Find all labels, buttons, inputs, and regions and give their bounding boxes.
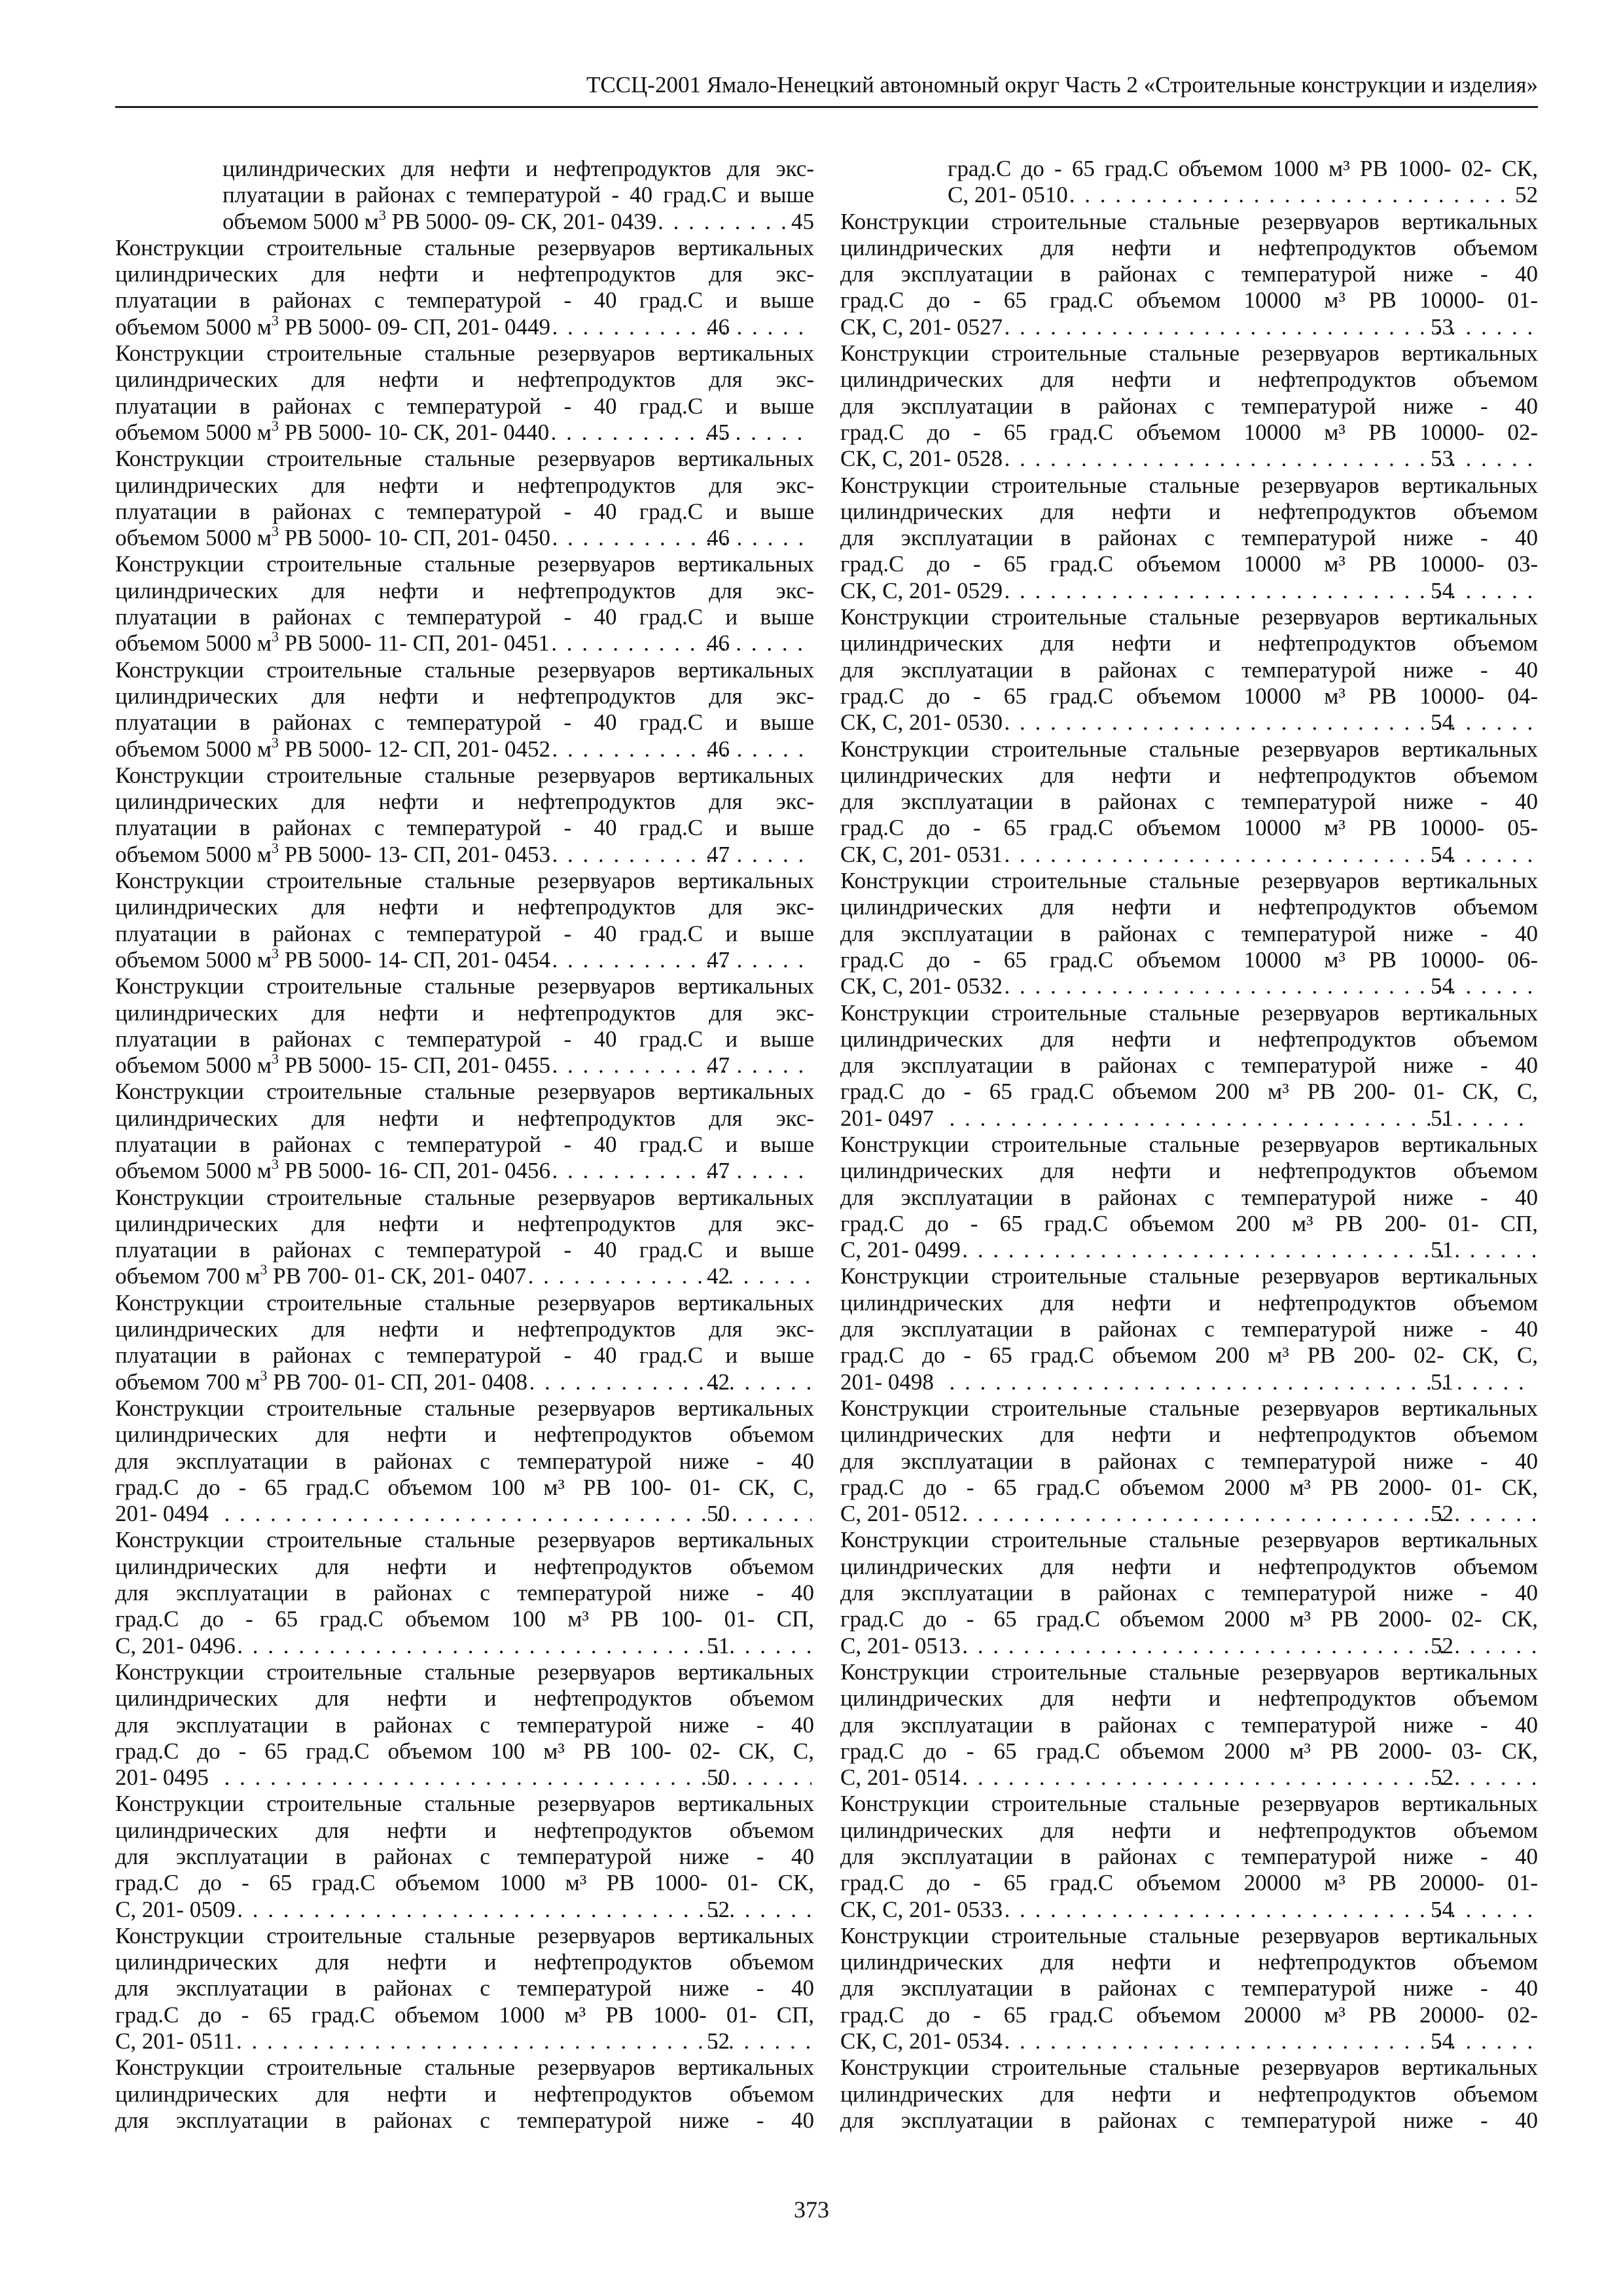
entry-line: Конструкции строительные стальные резервуаров вертикальных — [115, 446, 814, 472]
index-entry — [115, 1527, 814, 1659]
entry-line: для эксплуатации в районах с температурой ниже - 40 — [840, 1052, 1538, 1079]
entry-final-text-part: РВ 5000- 13- СП, 201- 0453 — [278, 841, 551, 867]
dot-leader — [552, 1158, 812, 1184]
entry-final-text-part: объемом 5000 м — [115, 525, 272, 551]
dot-leader — [1069, 182, 1512, 208]
entry-line: плуатации в районах с температурой - 40 град.С и выше — [115, 287, 814, 314]
index-entry — [115, 551, 814, 656]
entry-final-line: СК, С, 201- 0529 . . . 54 — [948, 578, 1538, 604]
entry-line: цилиндрических для нефти и нефтепродуктов для экс- — [115, 1316, 814, 1342]
entry-line: град.С до - 65 град.С объемом 10000 м³ РВ 10000- 02- — [840, 419, 1538, 445]
entry-line: для эксплуатации в районах с температурой ниже - 40 — [840, 1975, 1538, 2001]
entry-line: Конструкции строительные стальные резервуаров вертикальных — [115, 656, 814, 683]
entry-line: цилиндрических для нефти и нефтепродуктов для экс- — [115, 577, 814, 603]
entry-line: Конструкции строительные стальные резервуаров вертикальных — [840, 604, 1538, 630]
superscript-exponent: 3 — [271, 523, 279, 540]
entry-line: для эксплуатации в районах с температурой ниже - 40 — [840, 1844, 1538, 1869]
entry-line: для эксплуатации в районах с температурой ниже - 40 — [840, 1316, 1538, 1342]
entry-final-text-part: РВ 5000- 16- СП, 201- 0456 — [278, 1158, 551, 1184]
entry-line: Конструкции строительные стальные резервуаров вертикальных — [115, 1527, 814, 1553]
entry-final-line — [223, 206, 814, 235]
entry-line: Конструкции строительные стальные резервуаров вертикальных — [840, 999, 1538, 1026]
index-entry — [840, 1395, 1538, 1527]
entry-line: плуатации в районах с температурой - 40 град.С и выше — [223, 182, 814, 208]
entry-final-text-part: СК, С, 201- 0529 — [840, 577, 1003, 603]
entry-line: град.С до - 65 град.С объемом 200 м³ РВ 200- 02- СК, С, — [840, 1342, 1538, 1369]
index-entry — [115, 1079, 814, 1184]
entry-final-line: СК, С, 201- 0530 . . . 54 — [948, 709, 1538, 736]
entry-final-line: С, 201- 0509 . . . 52 — [223, 1897, 814, 1923]
entry-line: град.С до - 65 град.С объемом 20000 м³ РВ 20000- 02- — [840, 2001, 1538, 2028]
entry-line: для эксплуатации в районах с температурой ниже - 40 — [840, 525, 1538, 551]
entry-line: Конструкции строительные стальные резервуаров вертикальных — [840, 208, 1538, 234]
entry-final-text-part: РВ 700- 01- СК, 201- 0407 — [267, 1263, 527, 1289]
entry-final-line: 201- 0498 . . . 51 — [948, 1369, 1538, 1395]
entry-line: плуатации в районах с температурой - 40 град.С и выше — [115, 920, 814, 946]
entry-line: цилиндрических для нефти и нефтепродуктов объемом — [840, 630, 1538, 656]
entry-line: град.С до - 65 град.С объемом 1000 м³ РВ 1000- 02- СК, — [948, 156, 1538, 181]
dot-leader — [1004, 1897, 1535, 1923]
entry-final-text-part: СК, С, 201- 0534 — [840, 2028, 1003, 2054]
entry-line: плуатации в районах с температурой - 40 град.С и выше — [115, 604, 814, 630]
entry-line: Конструкции строительные стальные резервуаров вертикальных — [115, 973, 814, 999]
entry-line: для эксплуатации в районах с температурой ниже - 40 — [840, 261, 1538, 287]
entry-final-text-part: С, 201- 0509 — [115, 1896, 236, 1922]
index-entry — [115, 235, 814, 340]
entry-final-text — [840, 577, 1003, 604]
entry-final-line: объемом 5000 $м^3$ РВ 5000- 16- СП, 201- 0456 . . . 47 — [223, 1158, 814, 1184]
entry-final-text-part: С, 201- 0499 — [840, 1237, 961, 1263]
dot-leader — [552, 736, 812, 762]
entry-final-text — [840, 1896, 1003, 1923]
index-entry — [840, 1659, 1538, 1791]
entry-line: град.С до - 65 град.С объемом 10000 м³ РВ 10000- 06- — [840, 946, 1538, 973]
entry-final-line — [948, 182, 1538, 208]
entry-final-text — [840, 1501, 961, 1527]
entry-line: град.С до - 65 град.С объемом 2000 м³ РВ 2000- 01- СК, — [840, 1474, 1538, 1500]
entry-final-line: С, 201- 0514 . . . 52 — [948, 1765, 1538, 1791]
entry-line: град.С до - 65 град.С объемом 100 м³ РВ 100- 02- СК, С, — [115, 1738, 814, 1764]
entry-final-line: объемом 5000 $м^3$ РВ 5000- 13- СП, 201- 0453 . . . 47 — [223, 842, 814, 868]
entry-final-text — [840, 973, 1003, 999]
superscript-exponent: 3 — [271, 1156, 279, 1173]
entry-final-text — [840, 314, 1003, 340]
entry-final-text-part: РВ 5000- 09- СК, 201- 0439 — [385, 208, 657, 234]
entry-final-text — [115, 1632, 236, 1659]
index-entry — [115, 1791, 814, 1922]
entry-final-text-part: объемом 5000 м — [115, 1052, 272, 1079]
entry-final-text — [840, 709, 1003, 736]
entry-final-line: 201- 0495 . . . 50 — [223, 1765, 814, 1791]
entry-line: Конструкции строительные стальные резервуаров вертикальных — [115, 1659, 814, 1685]
entry-line: для эксплуатации в районах с температурой ниже - 40 — [840, 1580, 1538, 1606]
entry-line: Конструкции строительные стальные резервуаров вертикальных — [115, 340, 814, 367]
dot-leader — [1004, 973, 1535, 999]
index-entry — [840, 1923, 1538, 2054]
entry-line: Конструкции строительные стальные резервуаров вертикальных — [115, 1395, 814, 1421]
superscript-exponent: 3 — [260, 1367, 268, 1384]
entry-final-line: 201- 0494 . . . 50 — [223, 1501, 814, 1527]
entry-line: плуатации в районах с температурой - 40 град.С и выше — [115, 1026, 814, 1052]
entry-line: для эксплуатации в районах с температурой ниже - 40 — [840, 2107, 1538, 2133]
entry-final-text — [840, 446, 1003, 472]
index-entry — [115, 1395, 814, 1527]
entry-final-text — [115, 2028, 235, 2054]
index-entry — [840, 1000, 1538, 1132]
entry-line: цилиндрических для нефти и нефтепродуктов объемом — [840, 762, 1538, 788]
superscript-exponent: 3 — [271, 944, 279, 961]
entry-line: цилиндрических для нефти и нефтепродуктов объемом — [840, 1817, 1538, 1843]
entry-final-line: СК, С, 201- 0532 . . . 54 — [948, 973, 1538, 999]
entry-line: град.С до - 65 град.С объемом 1000 м³ РВ 1000- 01- СК, — [115, 1870, 814, 1896]
entry-line: для эксплуатации в районах с температурой ниже - 40 — [115, 1844, 814, 1869]
entry-final-text-part: РВ 5000- 11- СП, 201- 0451 — [278, 630, 550, 656]
entry-line: град.С до - 65 град.С объемом 2000 м³ РВ 2000- 02- СК, — [840, 1606, 1538, 1632]
entry-line: град.С до - 65 град.С объемом 200 м³ РВ 200- 01- СП, — [840, 1210, 1538, 1236]
entry-line: для эксплуатации в районах с температурой ниже - 40 — [840, 1448, 1538, 1474]
entry-final-line: С, 201- 0496 . . . 51 — [223, 1633, 814, 1659]
entry-line: для эксплуатации в районах с температурой ниже - 40 — [115, 2107, 814, 2133]
entry-line: цилиндрических для нефти и нефтепродуктов для экс- — [223, 156, 814, 181]
dot-leader — [1004, 2028, 1535, 2054]
dot-leader — [527, 1263, 812, 1289]
entry-final-text-part: РВ 5000- 09- СП, 201- 0449 — [278, 314, 551, 340]
dot-leader — [552, 947, 812, 973]
entry-final-text-part: объемом 700 м — [115, 1263, 260, 1289]
entry-final-text-part: С, 201- 0496 — [115, 1632, 236, 1659]
entry-final-line: объемом 700 $м^3$ РВ 700- 01- СК, 201- 0407 . . . 42 — [223, 1263, 814, 1289]
index-column-left — [115, 156, 814, 2134]
entry-line: цилиндрических для нефти и нефтепродуктов объемом — [840, 1422, 1538, 1448]
entry-final-line: объемом 700 $м^3$ РВ 700- 01- СП, 201- 0408 . . . 42 — [223, 1369, 814, 1395]
entry-line: цилиндрических для нефти и нефтепродуктов объемом — [115, 1949, 814, 1975]
entry-line: цилиндрических для нефти и нефтепродуктов объемом — [115, 1685, 814, 1712]
page-number: 373 — [794, 2197, 829, 2223]
entry-final-text — [115, 1896, 236, 1923]
index-entry — [115, 1185, 814, 1290]
entry-line: Конструкции строительные стальные резервуаров вертикальных — [115, 2054, 814, 2081]
entry-final-text-part: С, 201- 0511 — [115, 2028, 235, 2054]
dot-leader — [1004, 578, 1535, 604]
entry-final-line: объемом 5000 $м^3$ РВ 5000- 09- СП, 201- 0449 . . . 46 — [223, 314, 814, 340]
entry-line: Конструкции строительные стальные резервуаров вертикальных — [840, 472, 1538, 498]
entry-line: плуатации в районах с температурой - 40 град.С и выше — [115, 1131, 814, 1157]
entry-line: цилиндрических для нефти и нефтепродуктов объемом — [840, 367, 1538, 393]
entry-line: плуатации в районах с температурой - 40 град.С и выше — [115, 498, 814, 524]
entry-final-text-part: РВ 5000- 14- СП, 201- 0454 — [278, 946, 551, 973]
index-entry — [115, 973, 814, 1079]
entry-line: для эксплуатации в районах с температурой ниже - 40 — [840, 789, 1538, 815]
entry-final-text-part: объемом 700 м — [115, 1369, 260, 1395]
entry-final-text-part: объемом 5000 м — [115, 314, 272, 340]
superscript-exponent: 3 — [260, 1261, 268, 1278]
entry-line: цилиндрических для нефти и нефтепродуктов объемом — [840, 1949, 1538, 1975]
entry-final-text-part: объемом 5000 м — [115, 946, 272, 973]
entry-line: Конструкции строительные стальные резервуаров вертикальных — [840, 736, 1538, 762]
entry-final-text-part: СК, С, 201- 0528 — [840, 446, 1003, 472]
entry-line: для эксплуатации в районах с температурой ниже - 40 — [840, 656, 1538, 683]
entry-final-text-part: СК, С, 201- 0531 — [840, 841, 1003, 867]
index-entry — [115, 868, 814, 973]
entry-final-text-part: объемом 5000 м — [115, 630, 272, 656]
entry-line: Конструкции строительные стальные резервуаров вертикальных — [840, 1395, 1538, 1421]
index-entry — [115, 156, 814, 235]
entry-line: Конструкции строительные стальные резервуаров вертикальных — [115, 868, 814, 894]
index-entry — [115, 1659, 814, 1791]
entry-line: Конструкции строительные стальные резервуаров вертикальных — [115, 1184, 814, 1210]
entry-final-line: объемом 5000 $м^3$ РВ 5000- 10- СП, 201- 0450 . . . 46 — [223, 525, 814, 551]
entry-final-text — [840, 1765, 961, 1791]
index-entry — [115, 2054, 814, 2134]
entry-final-text-part: РВ 5000- 10- СП, 201- 0450 — [278, 525, 551, 551]
entry-line: Конструкции строительные стальные резервуаров вертикальных — [115, 1922, 814, 1948]
entry-line: цилиндрических для нефти и нефтепродуктов объемом — [115, 1817, 814, 1843]
entry-line: для эксплуатации в районах с температурой ниже - 40 — [115, 1580, 814, 1606]
dot-leader — [529, 1369, 812, 1395]
index-entry — [840, 156, 1538, 209]
entry-line: цилиндрических для нефти и нефтепродуктов объемом — [840, 1026, 1538, 1052]
entry-final-text — [223, 206, 657, 235]
entry-line: Конструкции строительные стальные резервуаров вертикальных — [840, 1527, 1538, 1553]
entry-final-text — [840, 841, 1003, 868]
entry-final-text-part: РВ 5000- 12- СП, 201- 0452 — [278, 736, 551, 762]
entry-line: Конструкции строительные стальные резервуаров вертикальных — [840, 2054, 1538, 2081]
superscript-exponent: 3 — [271, 734, 279, 751]
entry-final-line: С, 201- 0511 . . . 52 — [223, 2028, 814, 2054]
entry-final-text-part: СК, С, 201- 0527 — [840, 314, 1003, 340]
entry-line: цилиндрических для нефти и нефтепродуктов для экс- — [115, 1105, 814, 1131]
entry-final-text-part: 201- 0498 — [840, 1369, 934, 1395]
entry-line: Конструкции строительные стальные резервуаров вертикальных — [840, 1263, 1538, 1289]
superscript-exponent: 3 — [271, 839, 279, 856]
dot-leader — [1004, 314, 1535, 340]
entry-line: для эксплуатации в районах с температурой ниже - 40 — [840, 1184, 1538, 1210]
dot-leader — [1004, 446, 1535, 472]
entry-final-line: объемом 5000 $м^3$ РВ 5000- 14- СП, 201- 0454 . . . 47 — [223, 947, 814, 973]
entry-line: цилиндрических для нефти и нефтепродуктов объемом — [840, 1158, 1538, 1184]
entry-final-text-part: РВ 5000- 10- СК, 201- 0440 — [278, 419, 550, 445]
entry-final-text-part: СК, С, 201- 0532 — [840, 973, 1003, 999]
entry-line: цилиндрических для нефти и нефтепродуктов для экс- — [115, 472, 814, 498]
entry-final-text-part: СК, С, 201- 0530 — [840, 709, 1003, 736]
index-entry — [840, 868, 1538, 999]
entry-line: цилиндрических для нефти и нефтепродуктов объемом — [840, 894, 1538, 920]
entry-page-number: 45 — [791, 208, 814, 234]
entry-final-line: объемом 5000 $м^3$ РВ 5000- 11- СП, 201- 0451 . . . 46 — [223, 630, 814, 656]
index-entry — [840, 1527, 1538, 1659]
entry-line: цилиндрических для нефти и нефтепродуктов объемом — [840, 1553, 1538, 1579]
entry-line: цилиндрических для нефти и нефтепродуктов объемом — [840, 498, 1538, 524]
entry-line: для эксплуатации в районах с температурой ниже - 40 — [115, 1448, 814, 1474]
entry-line: цилиндрических для нефти и нефтепродуктов для экс- — [115, 1210, 814, 1236]
header-title: ТССЦ-2001 Ямало-Ненецкий автономный округ Часть 2 «Строительные конструкции и изделия» — [586, 72, 1538, 98]
entry-line: цилиндрических для нефти и нефтепродуктов для экс- — [115, 367, 814, 393]
entry-line: Конструкции строительные стальные резервуаров вертикальных — [115, 762, 814, 788]
entry-line: цилиндрических для нефти и нефтепродуктов для экс- — [115, 683, 814, 709]
entry-final-line: СК, С, 201- 0531 . . . 54 — [948, 842, 1538, 868]
entry-line: град.С до - 65 град.С объемом 1000 м³ РВ 1000- 01- СП, — [115, 2001, 814, 2028]
index-entry — [840, 604, 1538, 736]
running-header — [115, 71, 1538, 108]
entry-line: для эксплуатации в районах с температурой ниже - 40 — [840, 393, 1538, 419]
entry-line: цилиндрических для нефти и нефтепродуктов объемом — [115, 1553, 814, 1579]
superscript-exponent: 3 — [271, 1050, 279, 1067]
index-entry — [115, 340, 814, 446]
entry-line: град.С до - 65 град.С объемом 10000 м³ РВ 10000- 05- — [840, 815, 1538, 841]
entry-line: плуатации в районах с температурой - 40 град.С и выше — [115, 1237, 814, 1263]
entry-line: Конструкции строительные стальные резервуаров вертикальных — [840, 1791, 1538, 1817]
entry-line: цилиндрических для нефти и нефтепродуктов для экс- — [115, 894, 814, 920]
entry-final-line: объемом 5000 $м^3$ РВ 5000- 15- СП, 201- 0455 . . . 47 — [223, 1052, 814, 1079]
entry-line: Конструкции строительные стальные резервуаров вертикальных — [840, 868, 1538, 894]
entry-line: град.С до - 65 град.С объемом 200 м³ РВ 200- 01- СК, С, — [840, 1079, 1538, 1105]
index-entry — [840, 1791, 1538, 1922]
entry-line: плуатации в районах с температурой - 40 град.С и выше — [115, 393, 814, 419]
entry-line: град.С до - 65 град.С объемом 10000 м³ РВ 10000- 01- — [840, 287, 1538, 314]
entry-final-line: СК, С, 201- 0528 . . . 53 — [948, 446, 1538, 472]
index-entry — [840, 2054, 1538, 2134]
entry-line: цилиндрических для нефти и нефтепродуктов для экс- — [115, 789, 814, 815]
index-entry — [115, 446, 814, 551]
entry-final-text-part: объемом 5000 м — [115, 736, 272, 762]
index-entry — [840, 340, 1538, 472]
entry-final-line: объемом 5000 $м^3$ РВ 5000- 12- СП, 201- 0452 . . . 46 — [223, 736, 814, 762]
entry-line: Конструкции строительные стальные резервуаров вертикальных — [115, 1079, 814, 1105]
dot-leader — [1004, 842, 1535, 868]
entry-page-number: 52 — [1515, 182, 1538, 208]
entry-line: цилиндрических для нефти и нефтепродуктов объемом — [840, 2081, 1538, 2107]
index-entry — [840, 1132, 1538, 1263]
entry-final-text-part: 201- 0495 — [115, 1765, 209, 1791]
entry-line: град.С до - 65 град.С объемом 20000 м³ РВ 20000- 01- — [840, 1870, 1538, 1896]
dot-leader — [552, 842, 812, 868]
entry-final-text-part: РВ 5000- 15- СП, 201- 0455 — [278, 1052, 551, 1079]
entry-line: град.С до - 65 град.С объемом 100 м³ РВ 100- 01- СК, С, — [115, 1474, 814, 1500]
entry-line: Конструкции строительные стальные резервуаров вертикальных — [115, 1791, 814, 1817]
entry-final-line: С, 201- 0513 . . . 52 — [948, 1633, 1538, 1659]
entry-final-line: С, 201- 0499 . . . 51 — [948, 1237, 1538, 1263]
entry-final-text — [840, 1237, 961, 1263]
entry-final-line: С, 201- 0512 . . . 52 — [948, 1501, 1538, 1527]
dot-leader — [552, 525, 812, 551]
dot-leader — [552, 1052, 812, 1079]
entry-final-line: объемом 5000 $м^3$ РВ 5000- 10- СК, 201- 0440 . . . 45 — [223, 420, 814, 446]
entry-line: Конструкции строительные стальные резервуаров вертикальных — [840, 1659, 1538, 1685]
entry-final-line: СК, С, 201- 0533 . . . 54 — [948, 1897, 1538, 1923]
entry-final-text-part: РВ 700- 01- СП, 201- 0408 — [267, 1369, 528, 1395]
index-entry — [115, 657, 814, 762]
entry-final-text-part: объемом 5000 м — [223, 208, 379, 234]
entry-final-text-part: С, 201- 0512 — [840, 1501, 961, 1527]
entry-line: плуатации в районах с температурой - 40 град.С и выше — [115, 1342, 814, 1369]
entry-line: Конструкции строительные стальные резервуаров вертикальных — [115, 234, 814, 260]
entry-final-text-part: объемом 5000 м — [115, 841, 272, 867]
entry-line: для эксплуатации в районах с температурой ниже - 40 — [115, 1712, 814, 1738]
index-entry — [115, 762, 814, 868]
entry-line: цилиндрических для нефти и нефтепродуктов объемом — [115, 1422, 814, 1448]
entry-final-text-part: 201- 0497 — [840, 1105, 934, 1131]
entry-line: для эксплуатации в районах с температурой ниже - 40 — [840, 1712, 1538, 1738]
entry-final-line: СК, С, 201- 0527 . . . 53 — [948, 314, 1538, 340]
superscript-exponent: 3 — [271, 417, 279, 434]
entry-line: Конструкции строительные стальные резервуаров вертикальных — [840, 1922, 1538, 1948]
dot-leader — [550, 420, 812, 446]
index-entry — [115, 1923, 814, 2054]
entry-final-text — [840, 1632, 961, 1659]
entry-final-line: СК, С, 201- 0534 . . . 54 — [948, 2028, 1538, 2054]
entry-line: град.С до - 65 град.С объемом 2000 м³ РВ 2000- 03- СК, — [840, 1738, 1538, 1764]
index-entry — [840, 1263, 1538, 1395]
index-entry — [840, 473, 1538, 604]
entry-line: цилиндрических для нефти и нефтепродуктов объемом — [840, 1685, 1538, 1712]
entry-final-text-part: С, 201- 0513 — [840, 1632, 961, 1659]
entry-final-line: 201- 0497 . . . 51 — [948, 1105, 1538, 1132]
entry-final-text — [948, 182, 1068, 208]
entry-line: Конструкции строительные стальные резервуаров вертикальных — [840, 340, 1538, 367]
index-entry — [840, 209, 1538, 340]
entry-final-text-part: объемом 5000 м — [115, 1158, 272, 1184]
entry-line: цилиндрических для нефти и нефтепродуктов объемом — [840, 234, 1538, 260]
dot-leader — [1004, 709, 1535, 736]
superscript-exponent: 3 — [378, 206, 386, 223]
entry-final-text-part: С, 201- 0510 — [948, 182, 1068, 208]
entry-line: Конструкции строительные стальные резервуаров вертикальных — [115, 1289, 814, 1316]
entry-line: плуатации в районах с температурой - 40 град.С и выше — [115, 709, 814, 736]
entry-line: для эксплуатации в районах с температурой ниже - 40 — [840, 920, 1538, 946]
index-entry — [840, 736, 1538, 868]
entry-final-text — [840, 2028, 1003, 2054]
index-entry — [115, 1290, 814, 1395]
entry-line: град.С до - 65 град.С объемом 10000 м³ РВ 10000- 04- — [840, 683, 1538, 709]
dot-leader — [552, 314, 812, 340]
superscript-exponent: 3 — [271, 312, 279, 329]
dot-leader — [658, 209, 789, 235]
entry-line: Конструкции строительные стальные резервуаров вертикальных — [840, 1131, 1538, 1157]
entry-line: цилиндрических для нефти и нефтепродуктов для экс- — [115, 999, 814, 1026]
entry-final-text-part: С, 201- 0514 — [840, 1765, 961, 1791]
index-column-right — [840, 156, 1538, 2134]
superscript-exponent: 3 — [271, 628, 279, 645]
entry-final-text-part: СК, С, 201- 0533 — [840, 1896, 1003, 1922]
entry-final-text-part: 201- 0494 — [115, 1501, 209, 1527]
dot-leader — [551, 630, 812, 656]
entry-line: град.С до - 65 град.С объемом 100 м³ РВ 100- 01- СП, — [115, 1606, 814, 1632]
entry-line: плуатации в районах с температурой - 40 град.С и выше — [115, 815, 814, 841]
entry-line: град.С до - 65 град.С объемом 10000 м³ РВ 10000- 03- — [840, 551, 1538, 577]
entry-final-text-part: объемом 5000 м — [115, 419, 272, 445]
entry-line: для эксплуатации в районах с температурой ниже - 40 — [115, 1975, 814, 2001]
entry-line: цилиндрических для нефти и нефтепродуктов объемом — [840, 1289, 1538, 1316]
entry-line: цилиндрических для нефти и нефтепродуктов объемом — [115, 2081, 814, 2107]
entry-line: цилиндрических для нефти и нефтепродуктов для экс- — [115, 261, 814, 287]
entry-line: Конструкции строительные стальные резервуаров вертикальных — [115, 551, 814, 577]
